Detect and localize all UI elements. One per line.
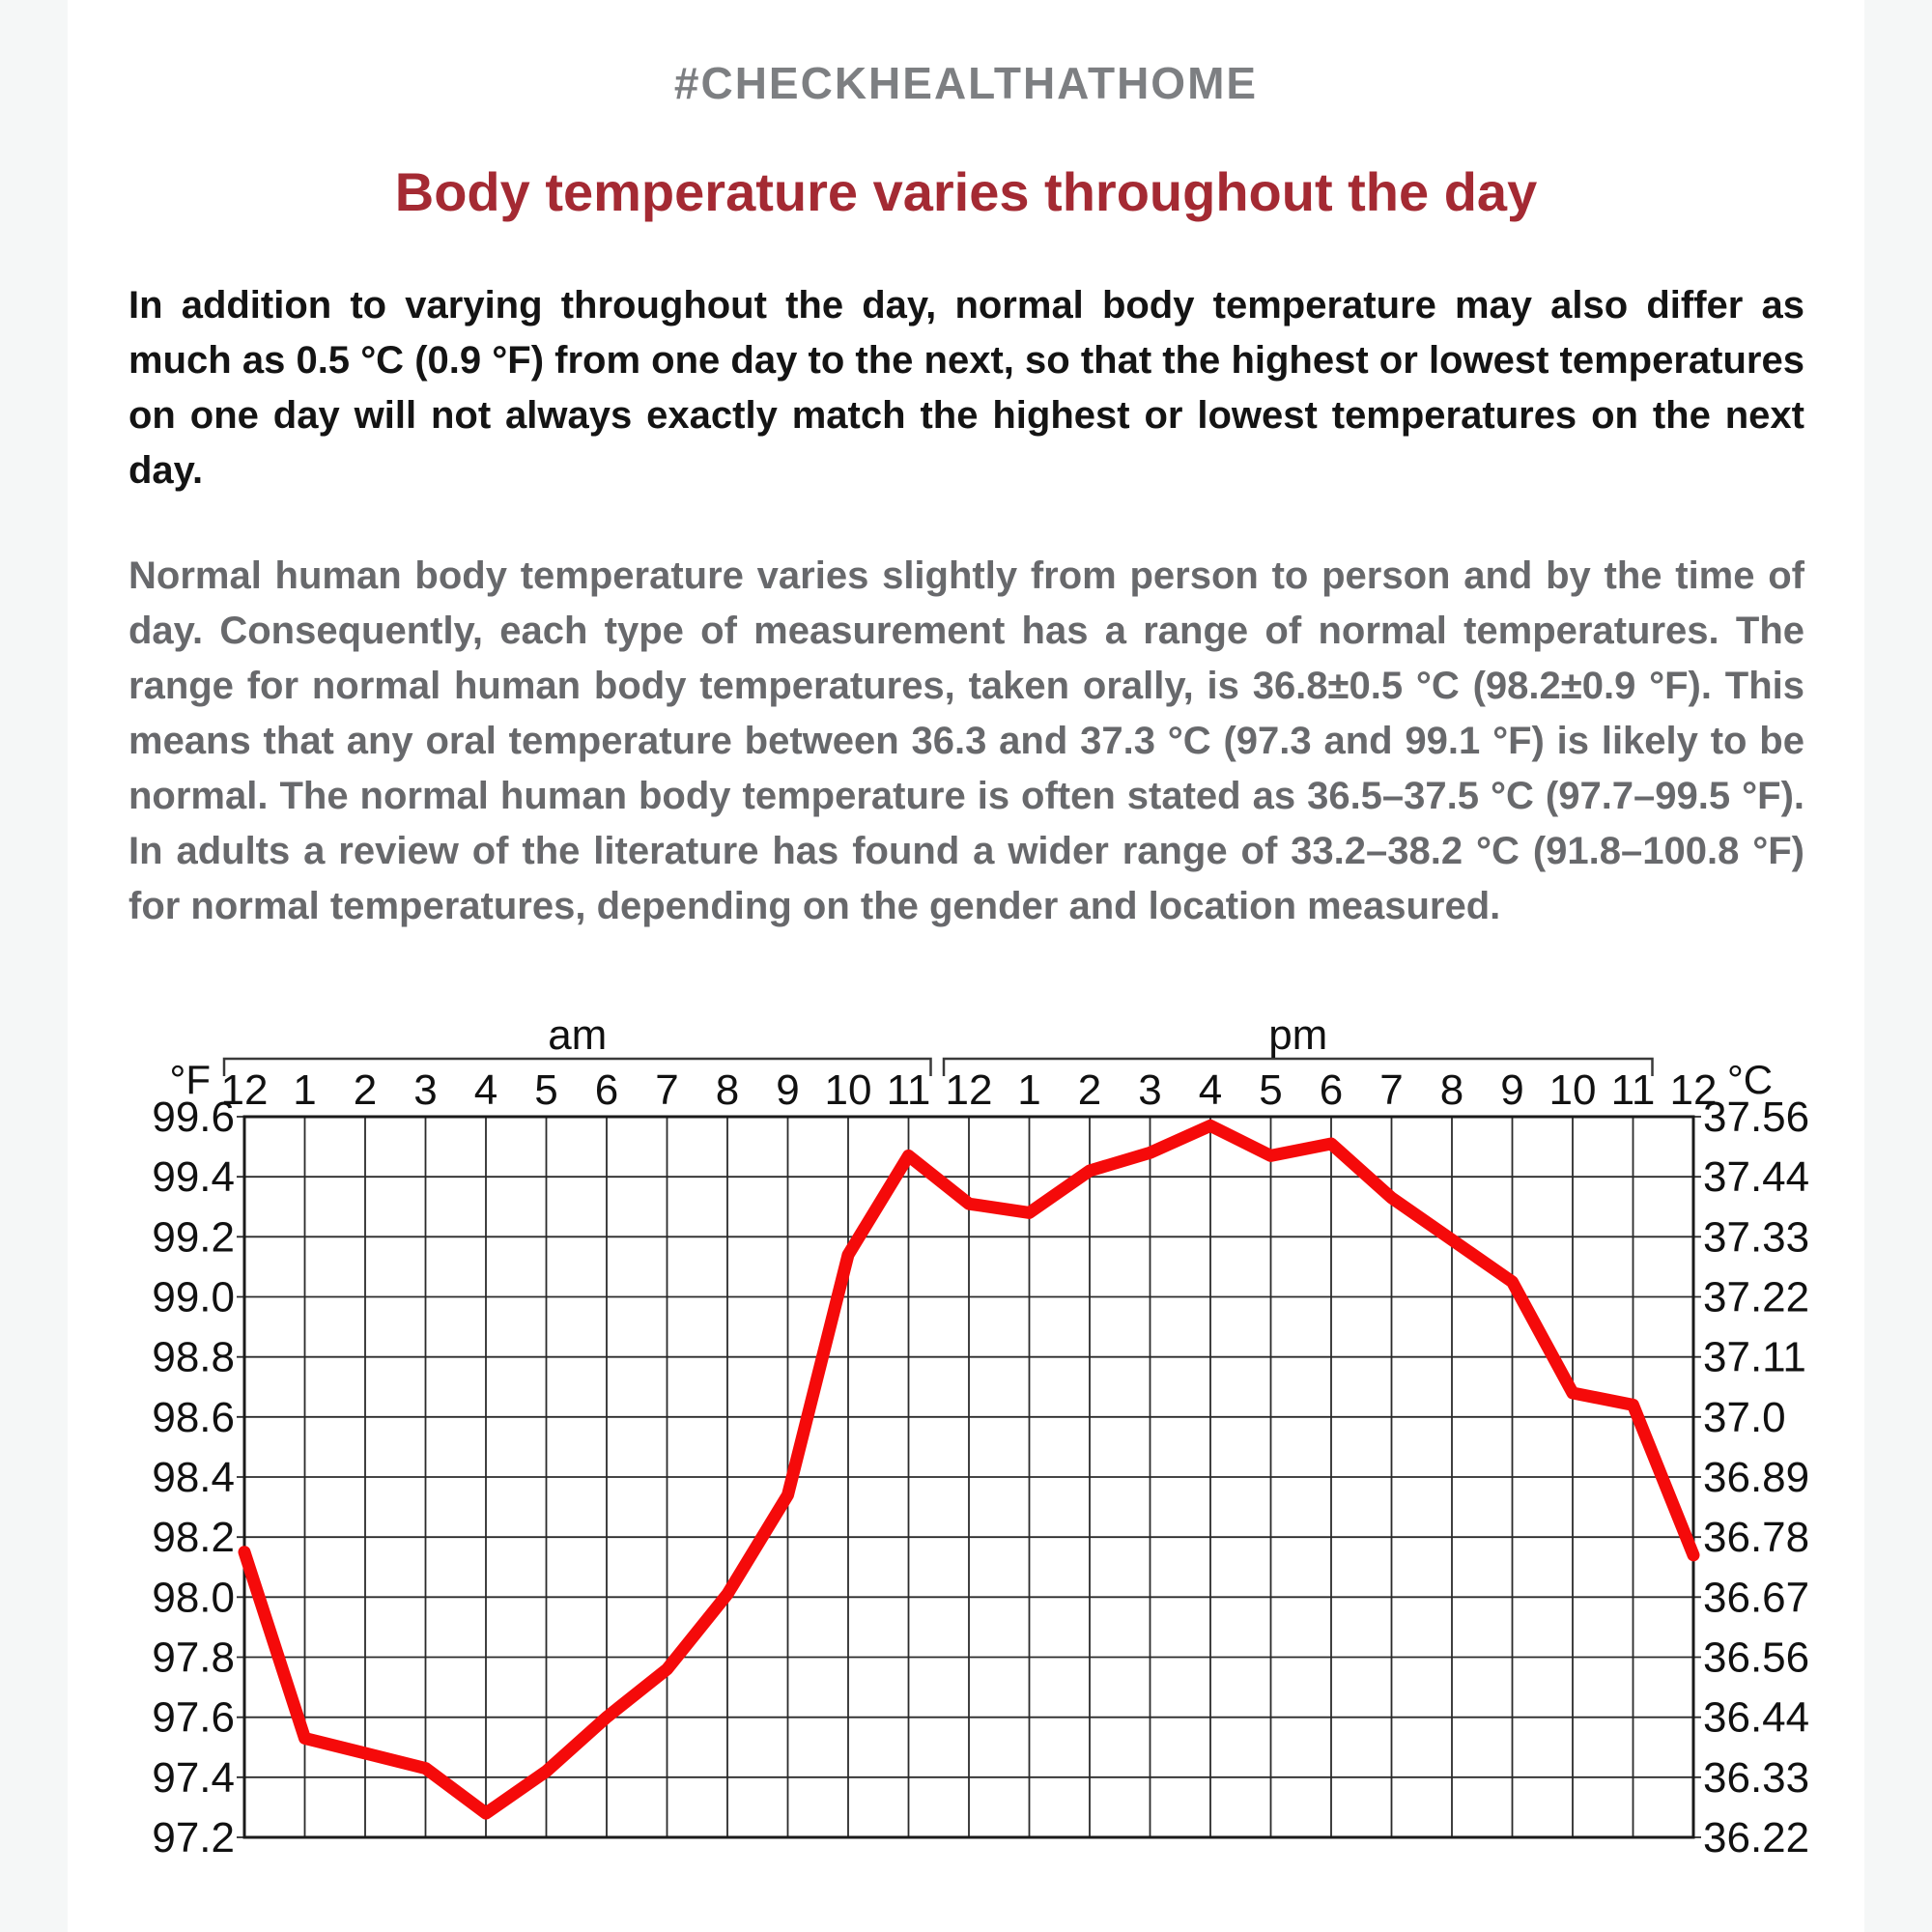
hour-label: 2 — [353, 1066, 378, 1114]
y-right-tick-label: 36.78 — [1703, 1514, 1810, 1562]
hour-label: 10 — [824, 1066, 872, 1114]
hour-label: 9 — [776, 1066, 800, 1114]
hour-label: 8 — [1439, 1066, 1464, 1114]
celsius-axis-label: °C — [1727, 1057, 1774, 1102]
y-left-tick-label: 97.2 — [152, 1814, 235, 1861]
hour-label: 11 — [1610, 1066, 1656, 1114]
fahrenheit-axis-label: °F — [169, 1057, 211, 1102]
y-left-tick-label: 99.0 — [152, 1273, 235, 1321]
y-left-tick-label: 99.6 — [152, 1094, 235, 1141]
y-left-tick-label: 98.2 — [152, 1514, 235, 1562]
y-left-tick-label: 97.6 — [152, 1693, 235, 1742]
hour-label: 3 — [413, 1066, 438, 1114]
y-left-tick-label: 99.2 — [152, 1213, 235, 1262]
hour-label: 12 — [1669, 1066, 1718, 1114]
hour-label: 2 — [1077, 1066, 1102, 1114]
hour-label: 1 — [293, 1066, 317, 1114]
hour-label: 4 — [473, 1066, 498, 1114]
y-left-tick-label: 98.6 — [152, 1393, 235, 1441]
page-title: Body temperature varies throughout the day — [394, 161, 1538, 222]
hour-label: 1 — [1017, 1066, 1041, 1114]
hour-label: 5 — [534, 1066, 558, 1114]
pm-label: pm — [1268, 1011, 1328, 1059]
y-left-tick-label: 98.0 — [152, 1574, 235, 1622]
y-right-tick-label: 36.89 — [1703, 1454, 1810, 1501]
hour-label: 10 — [1548, 1066, 1597, 1114]
pm-bracket — [944, 1059, 1653, 1076]
y-right-tick-label: 37.33 — [1703, 1213, 1810, 1262]
hour-label: 9 — [1500, 1066, 1524, 1114]
y-right-tick-label: 37.22 — [1703, 1273, 1810, 1321]
hour-label: 7 — [1379, 1066, 1404, 1114]
y-right-tick-label: 37.56 — [1703, 1094, 1810, 1141]
hour-label: 6 — [1319, 1066, 1344, 1114]
y-left-tick-label: 99.4 — [152, 1153, 235, 1202]
y-left-tick-label: 97.4 — [152, 1753, 235, 1802]
hour-label: 12 — [220, 1066, 269, 1114]
hour-label: 4 — [1198, 1066, 1223, 1114]
y-left-tick-label: 98.4 — [152, 1454, 235, 1501]
y-left-tick-label: 98.8 — [152, 1333, 235, 1381]
y-right-tick-label: 36.22 — [1703, 1814, 1810, 1861]
intro-paragraph: In addition to varying throughout the day, normal body temperature may also differ as much as 0.5 °C (0.9 °F) from one day to the next, so that the highest or lowest temperatures on one day will not always exactly match the highest or lowest temperatures on the next day. — [128, 284, 1804, 492]
hashtag-header: #CHECKHEALTHATHOME — [673, 58, 1259, 108]
y-right-tick-label: 36.44 — [1703, 1693, 1810, 1742]
am-label: am — [548, 1011, 608, 1059]
hour-label: 6 — [594, 1066, 619, 1114]
hour-label: 8 — [715, 1066, 740, 1114]
y-right-tick-label: 37.44 — [1703, 1153, 1810, 1202]
hour-label: 11 — [886, 1066, 931, 1114]
hour-label: 3 — [1138, 1066, 1162, 1114]
y-right-tick-label: 37.0 — [1703, 1393, 1786, 1441]
y-right-tick-label: 36.56 — [1703, 1634, 1810, 1682]
hour-label: 7 — [655, 1066, 679, 1114]
body-paragraph: Normal human body temperature varies slightly from person to person and by the time of day. Consequently, each type of measurement has a range of normal temperatures. The range for normal human body temperatures, taken orally, is 36.8±0.5 °C (98.2±0.9 °F). This means that any oral temperature between 36.3 and 37.3 °C (97.3 and 99.1 °F) is likely to be normal. The normal human body temperature is often stated as 36.5–37.5 °C (97.7–99.5 °F). In adults a review of the literature has found a wider range of 33.2–38.2 °C (91.8–100.8 °F) for normal temperatures, depending on the gender and location measured. — [128, 554, 1804, 927]
y-right-tick-label: 36.33 — [1703, 1753, 1810, 1802]
hour-label: 5 — [1259, 1066, 1283, 1114]
y-left-tick-label: 97.8 — [152, 1634, 235, 1682]
y-right-tick-label: 36.67 — [1703, 1574, 1810, 1622]
hour-label: 12 — [945, 1066, 993, 1114]
y-right-tick-label: 37.11 — [1703, 1333, 1806, 1381]
